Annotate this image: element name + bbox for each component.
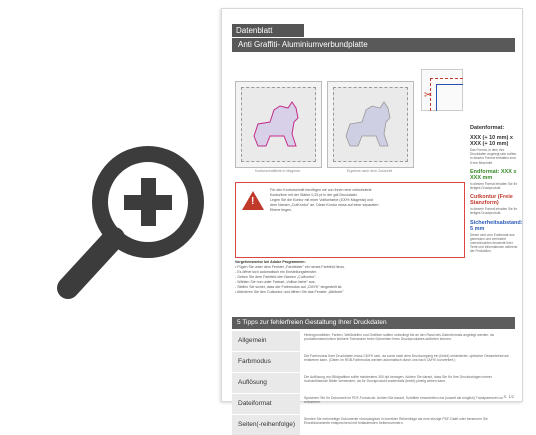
scissors-icon: ✂ xyxy=(424,90,433,101)
corner-detail xyxy=(421,69,463,111)
tips-heading: 5 Tipps zur fehlerfreien Gestaltung Ihrer Druckdaten xyxy=(232,317,515,329)
safety-label: Sicherheitsabstand: 5 mm xyxy=(470,219,523,232)
illustration-caption-b: Ergebnis nach dem Zuschnitt xyxy=(346,169,393,173)
dataformat-text: Das Format, in dem Ihre Druckdaten angelegt sein sollten. In diesem Format enthalten sind 5 mm Beschnitt. xyxy=(470,148,518,165)
warning-line: dem Namen „CutKontur" an. Diese Kontur muss auf einer separaten xyxy=(270,203,379,207)
warning-line: Ebene liegen. xyxy=(270,208,292,212)
tip-text: Senden Sie mehrseitige Dokumente chronologisch in korrekter Reihenfolge als eine einzige PDF-Datei oder benennen Sie Einzeldokumente entsprechend mit fortlaufenden Seitennummern. xyxy=(304,417,488,426)
page-number: S. 1/2 xyxy=(503,394,514,399)
sheet-tab: Datenblatt xyxy=(232,24,304,37)
procedure-text xyxy=(235,260,463,295)
tip-row xyxy=(232,394,515,414)
dataformat-label: Datenformat: xyxy=(470,125,505,131)
procedure-line: • Fügen Sie unter dem Fenster „Farbfelder" ein neues Farbfeld hinzu. xyxy=(235,265,346,269)
tip-row xyxy=(232,373,515,393)
tip-row xyxy=(232,352,515,372)
procedure-line: - Es öffnet sich automatisch ein Einstellungsfenster. xyxy=(235,270,318,274)
warning-line: Legen Sie die Kontur mit einer Volltonfarbe (100% Magenta) und xyxy=(270,198,373,202)
final-format-label: Endformat: XXX x XXX mm xyxy=(470,168,517,181)
tip-label: Dateiformat xyxy=(232,394,300,414)
dataformat-value: XXX (+ 10 mm) x XXX (+ 10 mm) xyxy=(470,135,513,147)
tip-label: Seiten(-reihenfolge) xyxy=(232,415,300,435)
tip-text: Hintergrundbilder, Farben, Weißstellen und Grafiken sollten unbedingt bis an den Rand des Datenformats angelegt werden, da produktionstechnisch kleinere Toleranzen beim Schneiden Ihres Druckproduktes auftreten können. xyxy=(304,333,494,342)
sheet-title: Anti Graffiti- Aluminiumverbundplatte xyxy=(232,38,515,52)
tip-text: Die Auflösung von Bildgrafiken sollte mindestens 300 dpi betragen. Achten Sie darauf, dass Sie für Ihre Druckvorlagen immer hochauflösende Bilder verwenden, da Ihr Druckprodukt andernfalls (leicht) pixelig wirken kann. xyxy=(304,375,492,384)
tip-label: Farbmodus xyxy=(232,352,300,372)
procedure-line: - Stellen Sie sicher, dass der Farbmodus auf „CMYK" eingestellt ist. xyxy=(235,285,343,289)
tip-text: Die Farbmodus Ihrer Druckdaten muss CMYK sein, da sonst nach dem Druckvorgang ein (leicht) veränderter, optischer Gesamteindruck entstehen kann. (Daten im RGB-Farbmodus werden automatisch durch uns nach CMYK konvertiert.) xyxy=(304,354,509,363)
procedure-line: • Aktivieren Sie den Cutkontur und öffnen Sie das Fenster „Attribute". xyxy=(235,290,345,294)
dog-contour-icon xyxy=(248,96,308,154)
tip-label: Auflösung xyxy=(232,373,300,393)
illustration-caption-a: Konturschnittlinie in Magenta xyxy=(255,169,300,173)
tip-label: Allgemein xyxy=(232,331,300,351)
procedure-line: - Wählen Sie nun unter Farbart „Vollton farbe" aus. xyxy=(235,280,316,284)
illustration-cut xyxy=(327,81,414,168)
procedure-heading: Vorgehensweise bei Adobe Programmen: xyxy=(235,260,306,264)
tip-row xyxy=(232,331,515,351)
datasheet-page[interactable] xyxy=(221,8,523,428)
dog-cut-icon xyxy=(340,96,400,154)
format-legend xyxy=(470,121,523,254)
tip-text: Speichern Sie Ihr Dokument im PDF-Format ab. Achten Sie darauf, Schriften einzubetten und (soweit als möglich) Transparenzen zu reduzieren. xyxy=(304,396,504,405)
warning-line: Für den Konturschnitt benötigen wir von Ihnen eine vektorisierte xyxy=(270,188,372,192)
procedure-line: - Geben Sie dem Farbfeld den Namen „CutKontur". xyxy=(235,275,317,279)
tip-row xyxy=(232,415,515,435)
safety-text: Dieser wird vom Endformat aus gemessen und verhindert unerwünschten Anschnitt Ihrer Texte und Informationen während der Produktion. xyxy=(470,232,518,254)
zoom-in-icon[interactable] xyxy=(50,142,210,312)
cut-contour-label: Cutkontur (Freie Stanzform) xyxy=(470,194,513,207)
warning-icon: ! xyxy=(242,191,264,210)
warning-box xyxy=(235,182,465,258)
cut-contour-text: In diesem Format erhalten Sie Ihr fertiges Druckprodukt. xyxy=(470,207,518,216)
final-format-text: In diesem Format erhalten Sie Ihr fertiges Druckprodukt. xyxy=(470,181,518,191)
warning-line: Konturlinie mit der Stärke 0,25 pt in der gdf-Druckdatei. xyxy=(270,193,358,197)
illustration-contour xyxy=(235,81,322,168)
